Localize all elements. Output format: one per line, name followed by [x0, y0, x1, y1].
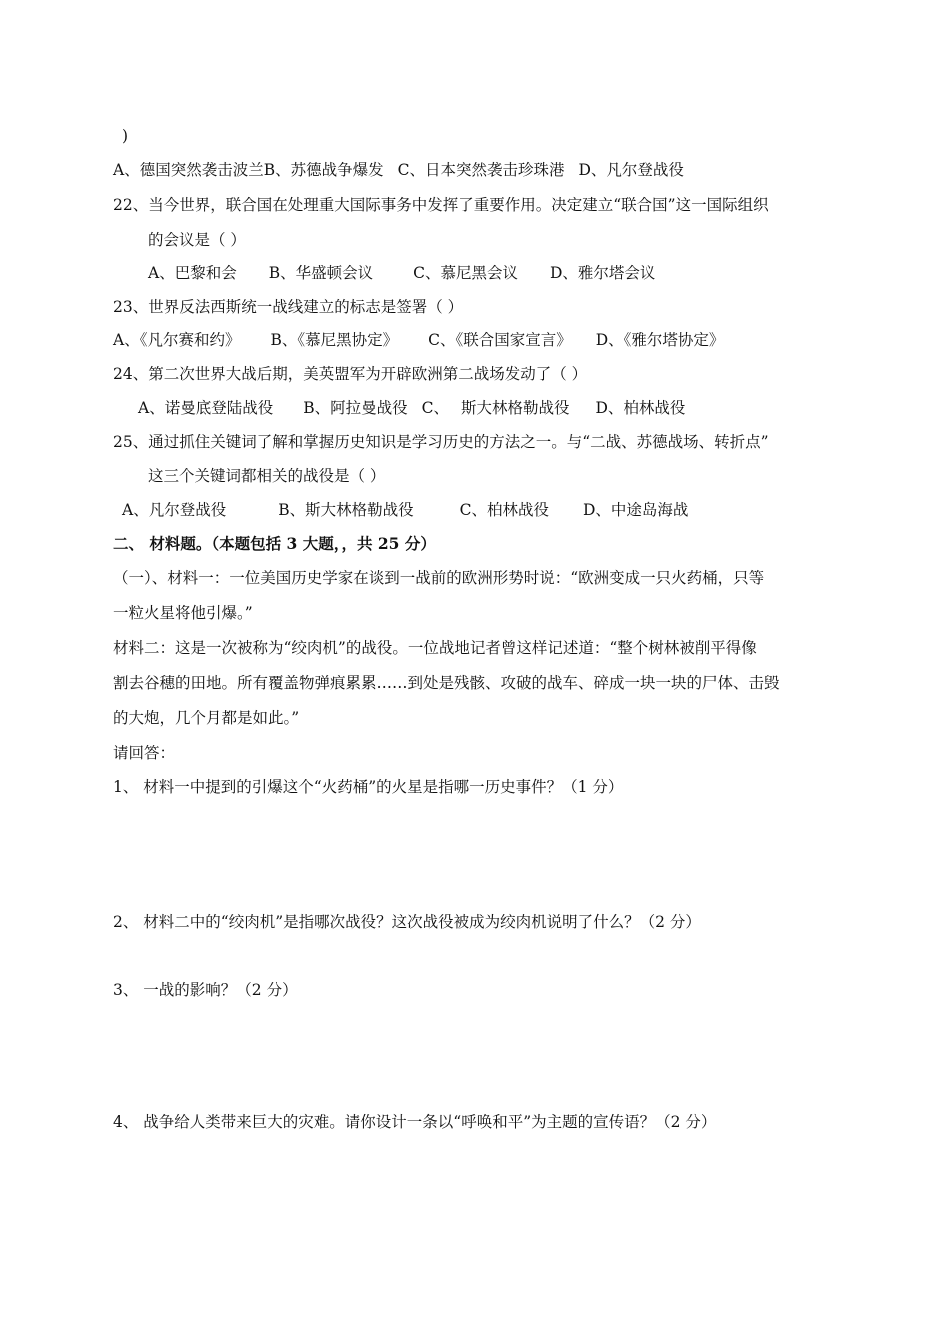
q24-options: [138, 398, 685, 418]
q21-option-b[interactable]: B、苏德战争爆发: [263, 161, 384, 179]
q25-option-c[interactable]: C、柏林战役: [459, 501, 549, 519]
q24-option-b[interactable]: B、阿拉曼战役: [303, 399, 408, 417]
q25-option-b[interactable]: B、斯大林格勒战役: [278, 501, 414, 519]
q24-option-a[interactable]: A、诺曼底登陆战役: [138, 399, 274, 417]
q22-option-a[interactable]: A、巴黎和会: [148, 264, 237, 282]
q24-stem: 24、第二次世界大战后期，美英盟军为开辟欧洲第二战场发动了（ ）: [113, 365, 588, 383]
answer-prompt: 请回答：: [113, 744, 176, 762]
q25-option-a[interactable]: A、凡尔登战役: [122, 501, 227, 519]
q21-option-c[interactable]: C、日本突然袭击珍珠港: [397, 161, 565, 179]
q23-option-d[interactable]: D、《雅尔塔协定》: [595, 331, 725, 349]
q25-option-d[interactable]: D、中途岛海战: [582, 501, 689, 519]
q21-option-a[interactable]: A、德国突然袭击波兰: [113, 161, 264, 179]
q22-option-d[interactable]: D、雅尔塔会议: [549, 264, 656, 282]
q22-stem-line2: 的会议是（ ）: [148, 231, 246, 249]
q22-option-c[interactable]: C、慕尼黑会议: [413, 264, 518, 282]
sub-question-2: 2、 材料二中的“绞肉机”是指哪次战役？这次战役被成为绞肉机说明了什么？（2 分）: [113, 913, 701, 931]
material2-line3: 的大炮，几个月都是如此。”: [113, 709, 300, 727]
sub-question-3: 3、 一战的影响？（2 分）: [113, 981, 298, 999]
q22-options: [148, 263, 655, 283]
q21-option-d[interactable]: D、凡尔登战役: [578, 161, 684, 179]
sub-question-1: 1、 材料一中提到的引爆这个“火药桶”的火星是指哪一历史事件？（1 分）: [113, 778, 624, 796]
material2-line2: 割去谷穗的田地。所有覆盖物弹痕累累……到处是残骸、攻破的战车、碎成一块一块的尸体、击毁: [113, 674, 780, 692]
q23-option-a[interactable]: A、《凡尔赛和约》: [113, 331, 241, 349]
material1-line2: 一粒火星将他引爆。”: [113, 604, 253, 622]
section2-title: 二、 材料题。（本题包括 3 大题，，共 25 分）: [113, 534, 436, 553]
q24-option-c-label[interactable]: C、: [421, 399, 449, 417]
q25-stem-line1: 25、通过抓住关键词了解和掌握历史知识是学习历史的方法之一。与“二战、苏德战场、转折点”: [113, 433, 769, 451]
q25-options: [122, 500, 688, 520]
q22-stem-line1: 22、当今世界，联合国在处理重大国际事务中发挥了重要作用。决定建立“联合国”这一国际组织: [113, 196, 769, 214]
material1-line1: （一）、材料一：一位美国历史学家在谈到一战前的欧洲形势时说：“欧洲变成一只火药桶，只等: [113, 569, 765, 587]
q25-stem-line2: 这三个关键词都相关的战役是（ ）: [148, 467, 386, 485]
q23-option-b[interactable]: B、《慕尼黑协定》: [270, 331, 399, 349]
material2-line1: 材料二：这是一次被称为“绞肉机”的战役。一位战地记者曾这样记述道：“整个树林被削平得像: [113, 639, 757, 657]
q24-option-c-text[interactable]: 斯大林格勒战役: [460, 399, 570, 417]
q23-option-c[interactable]: C、《联合国家宣言》: [428, 331, 572, 349]
q21-options: [113, 160, 684, 180]
q24-option-d[interactable]: D、柏林战役: [595, 399, 686, 417]
q22-option-b[interactable]: B、华盛顿会议: [268, 264, 374, 282]
q23-options: [113, 330, 724, 350]
q21-tail: ): [122, 127, 129, 145]
sub-question-4: 4、 战争给人类带来巨大的灾难。请你设计一条以“呼唤和平”为主题的宣传语？（2 分）: [113, 1113, 717, 1131]
q23-stem: 23、世界反法西斯统一战线建立的标志是签署（ ）: [113, 298, 464, 316]
